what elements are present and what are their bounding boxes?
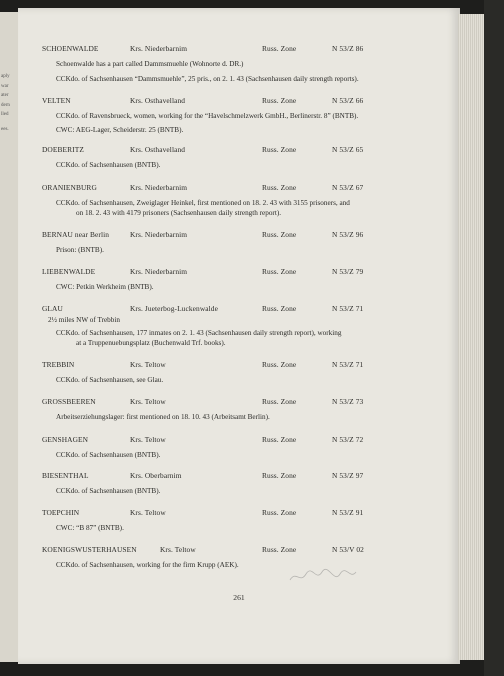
entry-liebenwalde (42, 267, 452, 292)
district: Krs. Niederbarnim (130, 230, 188, 239)
entry-line: CCKdo. of Sachsenhausen (BNTB). (56, 487, 161, 495)
grid-ref: N 53/Z 67 (332, 183, 364, 192)
left-page-fragment: lled (1, 112, 9, 117)
document-page (18, 8, 460, 664)
zone: Russ. Zone (262, 44, 297, 53)
left-page-edge (0, 12, 19, 662)
entry-line: CCKdo. of Sachsenhausen, see Glau. (56, 376, 164, 384)
place-name: ORANIENBURG (42, 183, 97, 192)
place-name: LIEBENWALDE (42, 267, 96, 276)
entry-subtitle: 2½ miles NW of Trebbin (48, 316, 120, 324)
entry-grossbeeren (42, 397, 452, 422)
grid-ref: N 53/V 02 (332, 545, 364, 554)
entry-line: CCKdo. of Sachsenhausen “Dammsmuehle”, 25 pris., on 2. 1. 43 (Sachsenhausen daily strength reports). (56, 75, 359, 83)
zone: Russ. Zone (262, 183, 297, 192)
entry-biesenthal (42, 471, 452, 496)
place-name: SCHOENWALDE (42, 44, 99, 53)
district: Krs. Niederbarnim (130, 44, 188, 53)
district: Krs. Teltow (130, 397, 166, 406)
district: Krs. Osthavelland (130, 145, 186, 154)
district: Krs. Teltow (130, 360, 166, 369)
district: Krs. Jueterbog-Luckenwalde (130, 304, 218, 313)
place-name: TOEPCHIN (42, 508, 80, 517)
entry-line: Prison: (BNTB). (56, 246, 104, 254)
grid-ref: N 53/Z 91 (332, 508, 364, 517)
grid-ref: N 53/Z 71 (332, 304, 364, 313)
district: Krs. Teltow (130, 435, 166, 444)
zone: Russ. Zone (262, 508, 297, 517)
entry-glau (42, 304, 452, 348)
district: Krs. Oberbarnim (130, 471, 182, 480)
entry-line: CCKdo. of Sachsenhausen (BNTB). (56, 451, 161, 459)
place-name: BIESENTHAL (42, 471, 89, 480)
district: Krs. Niederbarnim (130, 267, 188, 276)
zone: Russ. Zone (262, 545, 297, 554)
place-name: VELTEN (42, 96, 71, 105)
left-page-fragment: dern (1, 103, 10, 108)
place-name: DOEBERITZ (42, 145, 84, 154)
entry-line: CCKdo. of Sachsenhausen, 177 inmates on 2. 1. 43 (Sachsenhausen daily strength report), working (56, 329, 342, 337)
left-page-fragment: war (1, 84, 9, 89)
place-name: TREBBIN (42, 360, 75, 369)
zone: Russ. Zone (262, 360, 297, 369)
grid-ref: N 53/Z 97 (332, 471, 364, 480)
entry-line: CCKdo. of Sachsenhausen (BNTB). (56, 161, 161, 169)
grid-ref: N 53/Z 65 (332, 145, 364, 154)
grid-ref: N 53/Z 86 (332, 44, 364, 53)
entry-line: Schoenwalde has a part called Dammsmuehle (Wohnorte d. DR.) (56, 60, 244, 68)
entry-line: CWC: AEG-Lager, Scheiderstr. 25 (BNTB). (56, 126, 184, 134)
entry-line: CCKdo. of Ravensbrueck, women, working for the “Havelschmelzwerk GmbH., Berlinerstr. 8” (BNTB). (56, 112, 359, 120)
grid-ref: N 53/Z 79 (332, 267, 364, 276)
district: Krs. Teltow (160, 545, 196, 554)
grid-ref: N 53/Z 72 (332, 435, 364, 444)
entry-bernau (42, 230, 452, 255)
page-edges (458, 14, 486, 660)
entry-koenigswusterhausen (42, 545, 452, 570)
left-page-fragment: ees. (1, 127, 9, 132)
district: Krs. Osthavelland (130, 96, 186, 105)
district: Krs. Niederbarnim (130, 183, 188, 192)
entry-velten (42, 96, 452, 135)
entry-continuation: on 18. 2. 43 with 4179 prisoners (Sachsenhausen daily strength report). (76, 209, 282, 217)
grid-ref: N 53/Z 96 (332, 230, 364, 239)
zone: Russ. Zone (262, 397, 297, 406)
entry-genshagen (42, 435, 452, 460)
grid-ref: N 53/Z 71 (332, 360, 364, 369)
entry-schoenwalde (42, 44, 452, 84)
grid-ref: N 53/Z 73 (332, 397, 364, 406)
district: Krs. Teltow (130, 508, 166, 517)
entry-line: CWC: “B 87” (BNTB). (56, 524, 124, 532)
book-cover-edge (484, 0, 504, 676)
entry-line: Arbeitserziehungslager: first mentioned on 18. 10. 43 (Arbeitsamt Berlin). (56, 413, 270, 421)
entry-line: CWC: Petkin Werkheim (BNTB). (56, 283, 154, 291)
place-name: GLAU (42, 304, 63, 313)
handwritten-signature (288, 566, 358, 586)
entry-trebbin (42, 360, 452, 385)
entry-continuation: at a Truppenuebungsplatz (Buchenwald Trf. books). (76, 339, 226, 347)
left-page-fragment: ater (1, 93, 9, 98)
place-name: GENSHAGEN (42, 435, 89, 444)
zone: Russ. Zone (262, 145, 297, 154)
zone: Russ. Zone (262, 435, 297, 444)
grid-ref: N 53/Z 66 (332, 96, 364, 105)
zone: Russ. Zone (262, 304, 297, 313)
zone: Russ. Zone (262, 267, 297, 276)
zone: Russ. Zone (262, 230, 297, 239)
zone: Russ. Zone (262, 471, 297, 480)
place-name: BERNAU near Berlin (42, 230, 110, 239)
entry-doeberitz (42, 145, 452, 170)
zone: Russ. Zone (262, 96, 297, 105)
place-name: KOENIGSWUSTERHAUSEN (42, 545, 137, 554)
left-page-fragment: aply (1, 74, 10, 79)
entry-oranienburg (42, 183, 452, 218)
place-name: GROSSBEEREN (42, 397, 96, 406)
entry-line: CCKdo. of Sachsenhausen, Zweiglager Heinkel, first mentioned on 18. 2. 43 with 3155 prisoners, and (56, 199, 350, 207)
entry-toepchin (42, 508, 452, 533)
page-number: 261 (233, 593, 245, 602)
entry-line: CCKdo. of Sachsenhausen, working for the firm Krupp (AEK). (56, 561, 239, 569)
